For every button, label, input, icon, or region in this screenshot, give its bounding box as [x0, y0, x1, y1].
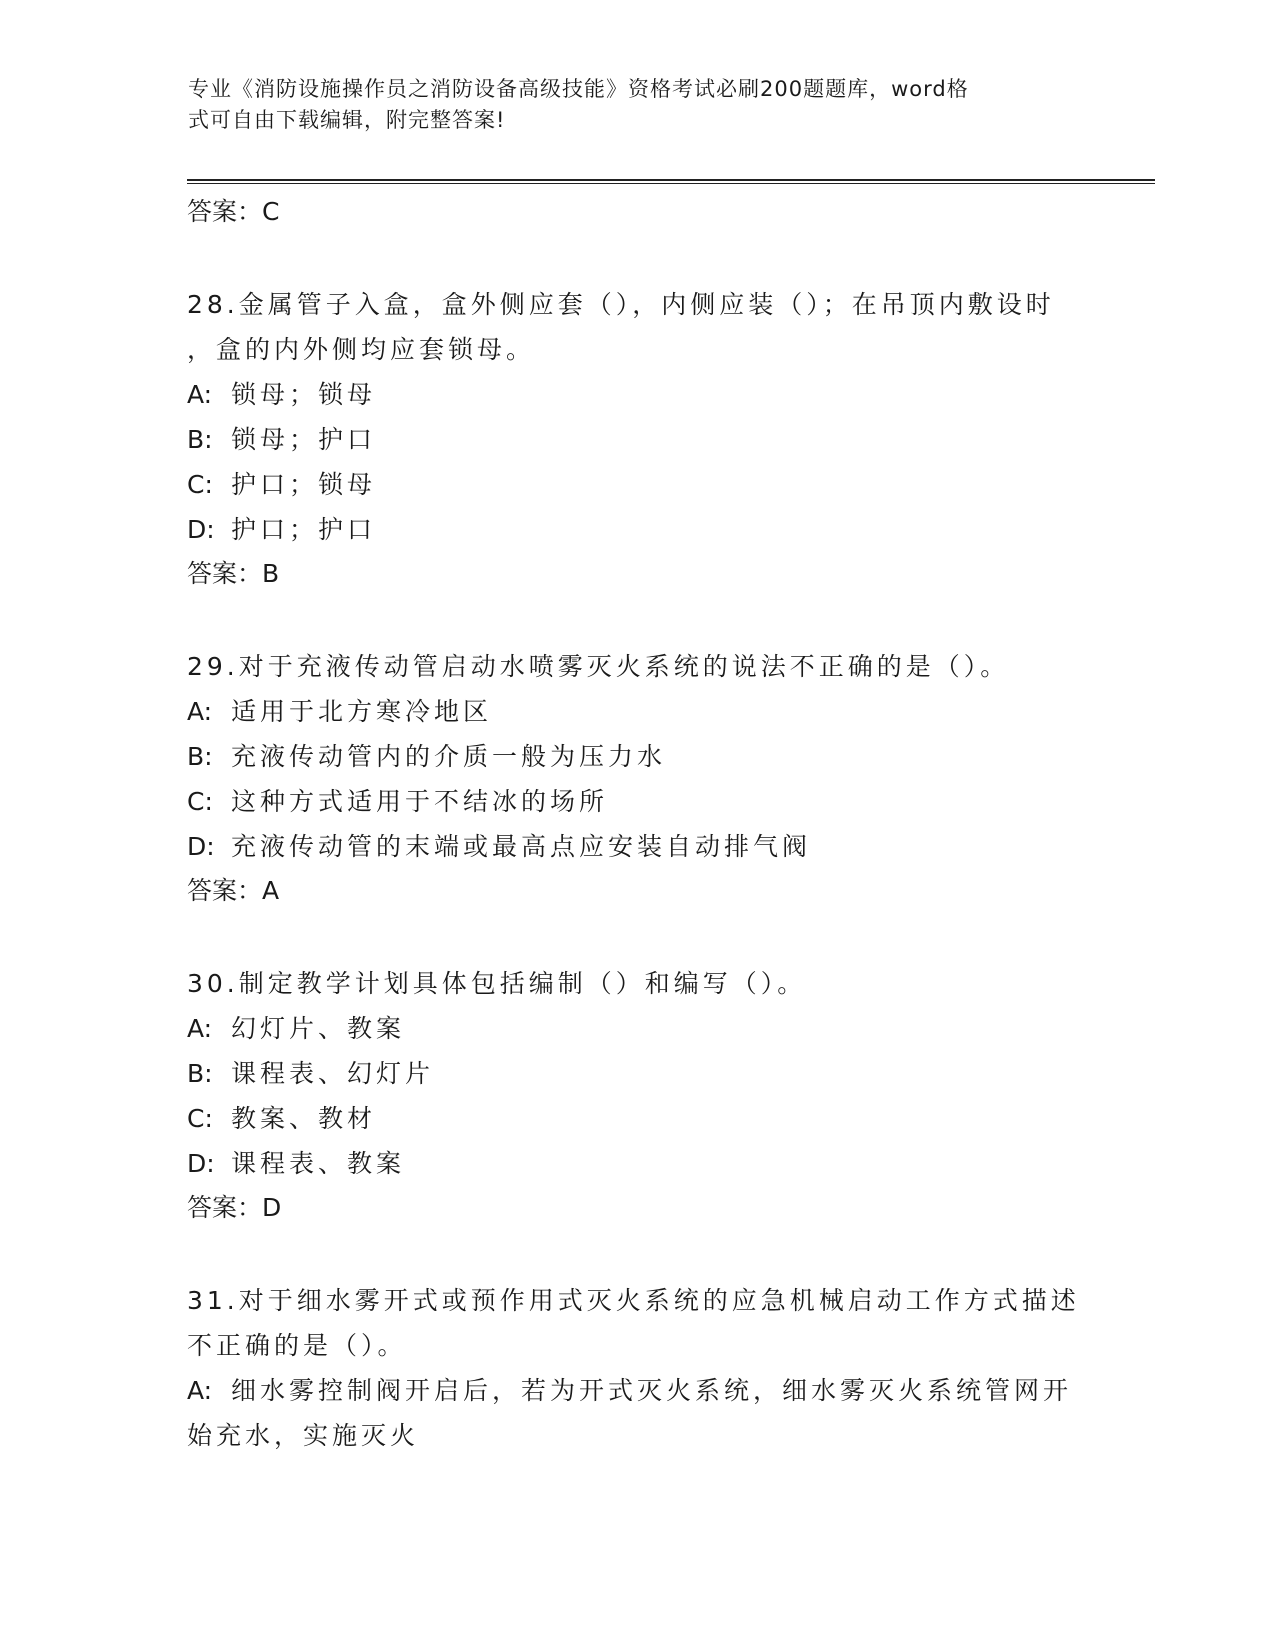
option-letter: D:: [187, 515, 215, 544]
option-text: 护口；锁母: [231, 470, 377, 499]
option-letter: D:: [187, 832, 215, 861]
question-stem-line: 不正确的是（）。: [187, 1331, 407, 1360]
option-letter: A:: [187, 1376, 213, 1405]
option-text: 幻灯片、教案: [231, 1014, 406, 1043]
option-text: 锁母；锁母: [231, 380, 377, 409]
question-stem-line: 30.制定教学计划具体包括编制（）和编写（）。: [187, 969, 807, 998]
header-line-1: 专业《消防设施操作员之消防设备高级技能》资格考试必刷200题题库，word格: [188, 77, 969, 101]
option-b: [187, 734, 1087, 779]
option-a-continuation: 始充水，实施灭火: [187, 1421, 420, 1450]
question-29: [187, 644, 1087, 913]
answer-line: 答案：D: [187, 1193, 282, 1222]
option-text: 教案、教材: [231, 1104, 377, 1133]
document-header: [188, 74, 1078, 136]
option-b: [187, 1051, 1087, 1096]
option-letter: C:: [187, 787, 213, 816]
option-text: 护口；护口: [231, 515, 377, 544]
question-stem-line: 28.金属管子入盒，盒外侧应套（），内侧应装（）；在吊顶内敷设时: [187, 290, 1055, 319]
option-letter: C:: [187, 1104, 213, 1133]
answer-line: 答案：C: [187, 197, 280, 226]
question-stem-line: 31.对于细水雾开式或预作用式灭火系统的应急机械启动工作方式描述: [187, 1286, 1080, 1315]
option-text: 这种方式适用于不结冰的场所: [231, 787, 609, 816]
question-stem-line: 29.对于充液传动管启动水喷雾灭火系统的说法不正确的是（）。: [187, 652, 1010, 681]
question-30: [187, 961, 1087, 1230]
option-text: 充液传动管内的介质一般为压力水: [231, 742, 667, 771]
option-c: [187, 462, 1087, 507]
option-letter: B:: [187, 425, 213, 454]
option-text: 课程表、教案: [231, 1149, 406, 1178]
option-a: [187, 1368, 1087, 1413]
option-letter: B:: [187, 1059, 213, 1088]
answer-line: 答案：B: [187, 559, 280, 588]
option-text: 锁母；护口: [231, 425, 377, 454]
option-letter: A:: [187, 380, 213, 409]
question-28: [187, 282, 1087, 596]
option-text: 充液传动管的末端或最高点应安装自动排气阀: [231, 832, 812, 861]
question-31: [187, 1278, 1087, 1458]
option-a: [187, 372, 1087, 417]
option-letter: A:: [187, 697, 213, 726]
answer-line: 答案：A: [187, 876, 280, 905]
option-c: [187, 779, 1087, 824]
option-a: [187, 1006, 1087, 1051]
option-text: 适用于北方寒冷地区: [231, 697, 493, 726]
option-d: [187, 507, 1087, 552]
option-letter: D:: [187, 1149, 215, 1178]
question-stem-line: ，盒的内外侧均应套锁母。: [187, 335, 536, 364]
option-text: 细水雾控制阀开启后，若为开式灭火系统，细水雾灭火系统管网开: [231, 1376, 1073, 1405]
option-c: [187, 1096, 1087, 1141]
header-line-2: 式可自由下载编辑，附完整答案!: [188, 108, 506, 132]
option-d: [187, 824, 1087, 869]
option-letter: B:: [187, 742, 213, 771]
option-d: [187, 1141, 1087, 1186]
option-letter: A:: [187, 1014, 213, 1043]
option-b: [187, 417, 1087, 462]
question-list: [187, 190, 1087, 1458]
option-a: [187, 689, 1087, 734]
option-letter: C:: [187, 470, 213, 499]
option-text: 课程表、幻灯片: [231, 1059, 435, 1088]
header-divider: [187, 179, 1155, 184]
